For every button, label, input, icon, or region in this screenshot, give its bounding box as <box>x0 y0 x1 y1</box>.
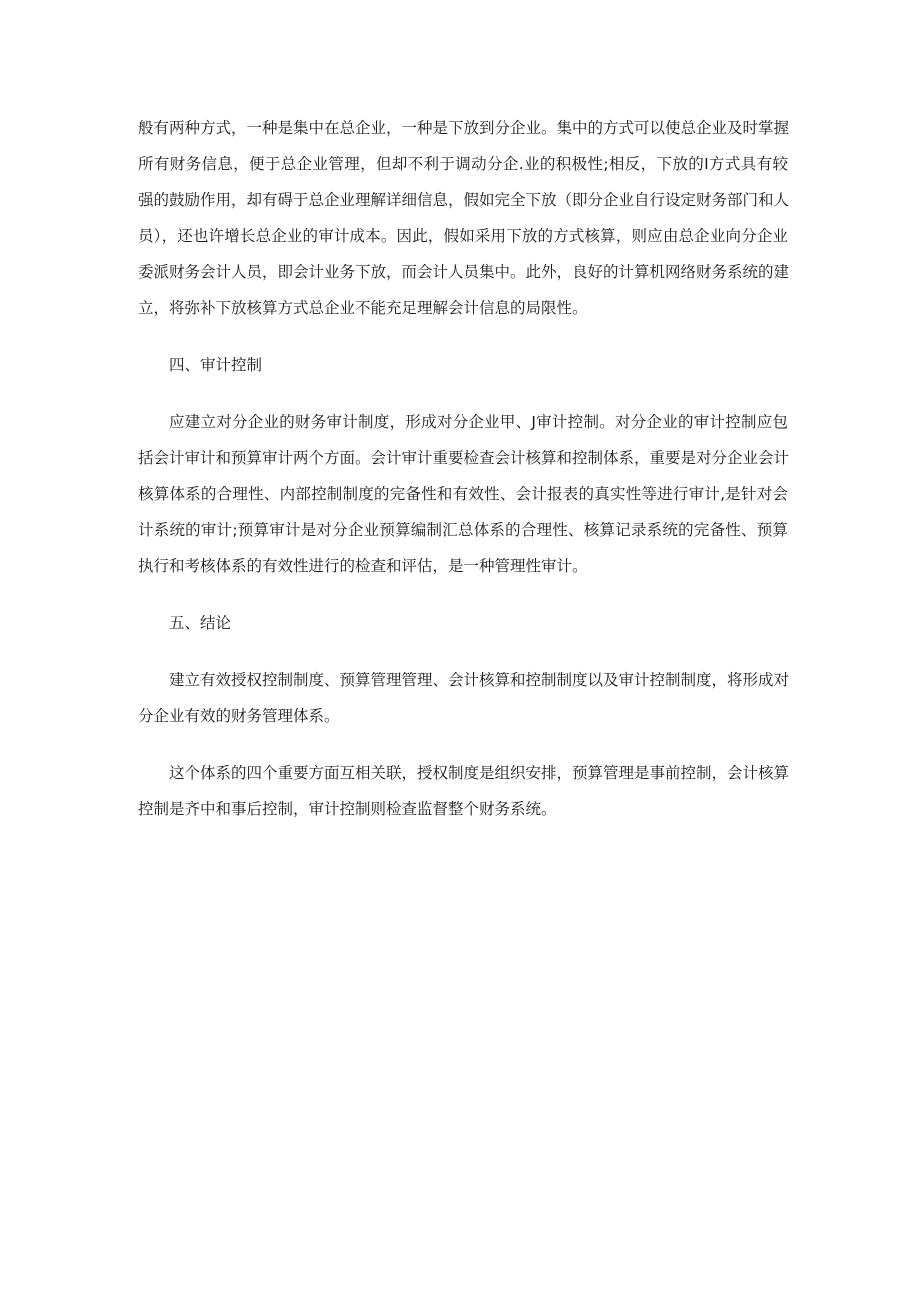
paragraph-gap <box>138 641 788 662</box>
text-line: 般有两种方式，一种是集中在总企业，一种是下放到分企业。集中的方式可以使总企业及时掌握 <box>138 119 790 137</box>
paragraph-audit-control <box>138 404 788 584</box>
paragraph-accounting-arrangement <box>138 110 788 326</box>
paragraph-gap <box>138 383 788 404</box>
section-heading-audit-control: 四、审计控制 <box>169 356 263 374</box>
text-line: 计系统的审计;预算审计是对分企业预算编制汇总体系的合理性、核算记录系统的完备性、预算 <box>138 521 788 539</box>
text-line: 执行和考核体系的有效性进行的检查和评估，是一种管理性审计。 <box>138 557 588 575</box>
text-line: 建立有效授权控制制度、预算管理管理、会计核算和控制制度以及审计控制制度，将形成对 <box>169 671 790 689</box>
text-line: 控制是齐中和事后控制，审计控制则检查监督整个财务系统。 <box>138 800 557 818</box>
paragraph-gap <box>138 584 788 605</box>
text-line: 委派财务会计人员，即会计业务下放，而会计人员集中。此外，良好的计算机网络财务系统的建 <box>138 263 790 281</box>
text-line: 分企业有效的财务管理体系。 <box>138 707 340 725</box>
paragraph-conclusion-1 <box>138 662 788 734</box>
text-line: 这个体系的四个重要方面互相关联，授权制度是组织安排，预算管理是事前控制，会计核算 <box>169 764 790 782</box>
text-line: 立，将弥补下放核算方式总企业不能充足理解会计信息的局限性。 <box>138 299 588 317</box>
paragraph-gap <box>138 734 788 755</box>
text-line: 所有财务信息，便于总企业管理，但却不利于调动分企.业的积极性;相反，下放的I方式具有较 <box>138 155 788 173</box>
text-line: 强的鼓励作用，却有碍于总企业理解详细信息，假如完全下放（即分企业自行设定财务部门和人 <box>138 191 790 209</box>
text-line: 员），还也许增长总企业的审计成本。因此，假如采用下放的方式核算，则应由总企业向分企业 <box>138 227 788 245</box>
paragraph-gap <box>138 326 788 347</box>
paragraph-conclusion-2 <box>138 755 788 827</box>
document-page <box>138 110 788 827</box>
text-line: 括会计审计和预算审计两个方面。会计审计重要检查会计核算和控制体系，重要是对分企业会计 <box>138 449 790 467</box>
text-line: 核算体系的合理性、内部控制制度的完备性和有效性、会计报表的真实性等进行审计,是针对会 <box>138 485 788 503</box>
section-heading-conclusion: 五、结论 <box>169 614 232 632</box>
text-line: 应建立对分企业的财务审计制度，形成对分企业甲、J审计控制。对分企业的审计控制应包 <box>169 413 788 431</box>
